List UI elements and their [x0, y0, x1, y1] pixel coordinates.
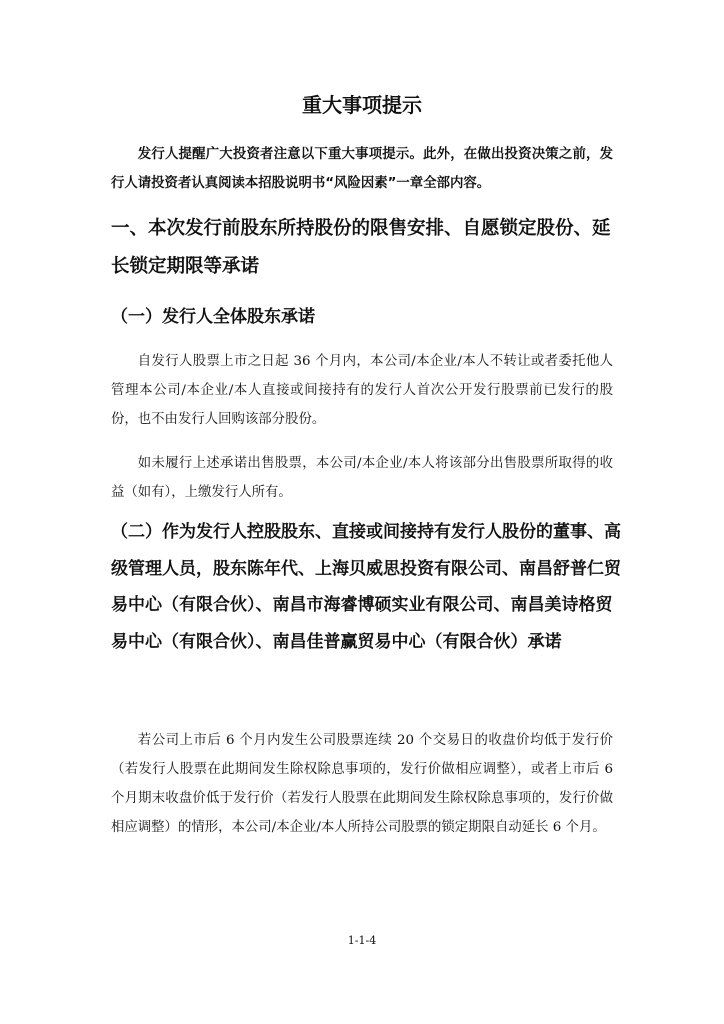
- subsection-1-paragraph-1: 自发行人股票上市之日起 36 个月内，本公司/本企业/本人不转让或者委托他人管理本公司/本企业/本人直接或间接持有的发行人首次公开发行股票前已发行的股份，也不由发行人回购该部分股份。: [111, 354, 613, 427]
- section-heading-1: 一、本次发行前股东所持股份的限售安排、自愿锁定股份、延长锁定期限等承诺: [111, 218, 611, 277]
- intro-paragraph: 发行人提醒广大投资者注意以下重大事项提示。此外，在做出投资决策之前，发行人请投资者认真阅读本招股说明书“风险因素”一章全部内容。: [111, 147, 613, 191]
- subsection-2-paragraph-1: 若公司上市后 6 个月内发生公司股票连续 20 个交易日的收盘价均低于发行价（若发行人股票在此期间发生除权除息事项的，发行价做相应调整），或者上市后 6 个月期末收盘价低于发行价（若发行人股票在此期间发生除权除息事项的，发行价做相应调整）的情形，本公司/本企业/本人所持公司股票的锁定期限自动延长 6 个月。: [111, 733, 613, 835]
- page-number: 1-1-4: [347, 934, 377, 947]
- page-title: 重大事项提示: [302, 93, 422, 117]
- subsection-1-paragraph-2: 如未履行上述承诺出售股票，本公司/本企业/本人将该部分出售股票所取得的收益（如有），上缴发行人所有。: [111, 456, 613, 500]
- subsection-heading-2: （二）作为发行人控股股东、直接或间接持有发行人股份的董事、高级管理人员，股东陈年代、上海贝威思投资有限公司、南昌舒普仁贸易中心（有限合伙）、南昌市海睿博硕实业有限公司、南昌美诗格贸易中心（有限合伙）、南昌佳普赢贸易中心（有限合伙）承诺: [111, 522, 621, 652]
- subsection-heading-1: （一）发行人全体股东承诺: [111, 307, 315, 327]
